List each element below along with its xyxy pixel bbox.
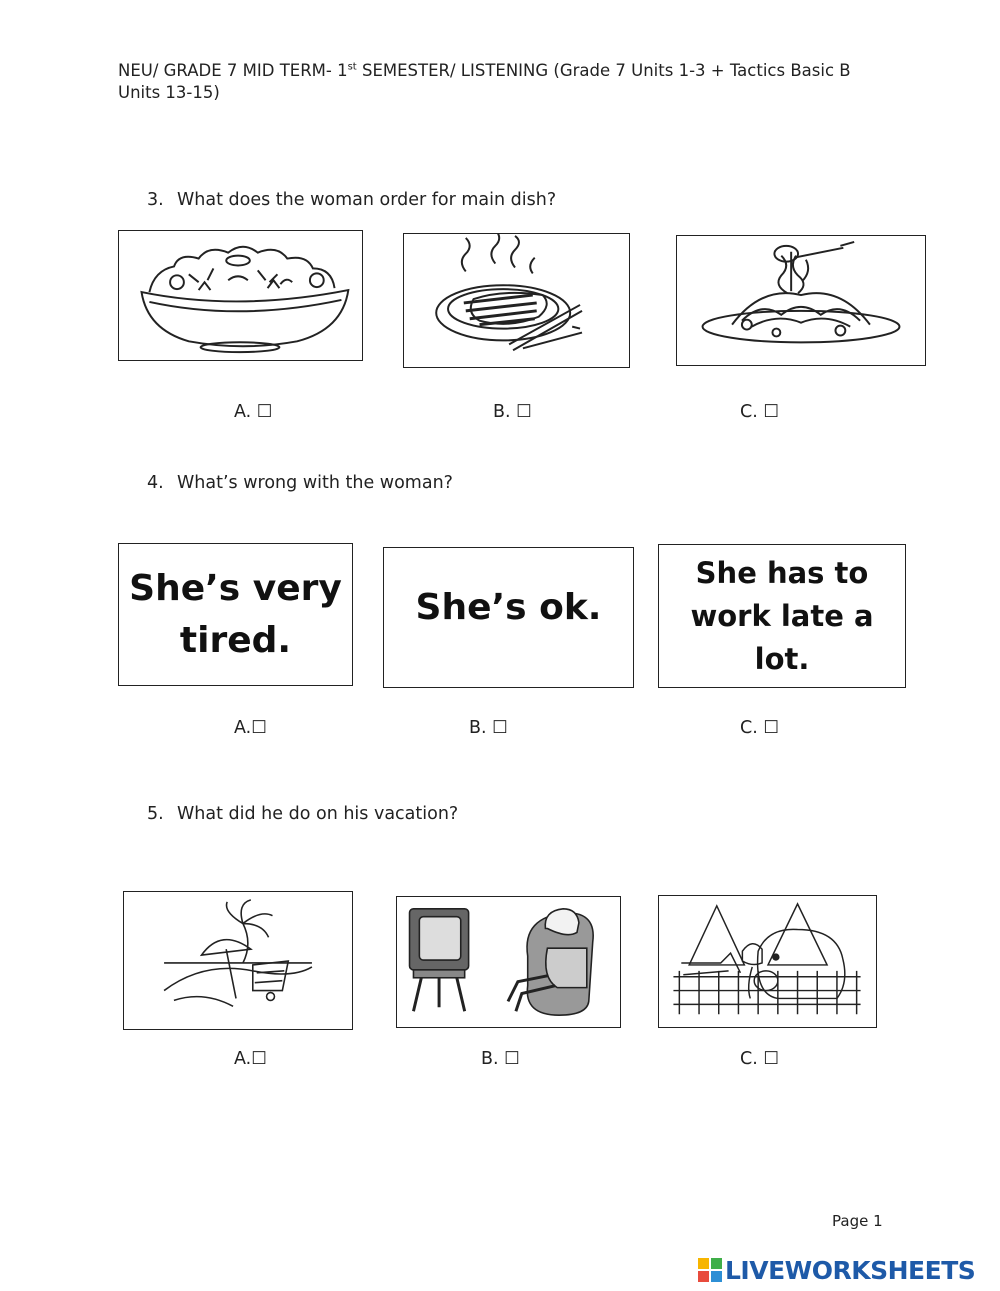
q4-card-c-text: She has to work late a lot. [690, 555, 874, 676]
question-4-number: 4. [147, 473, 164, 493]
question-3-number: 3. [147, 190, 164, 210]
header-line-1: NEU/ GRADE 7 MID TERM- 1st SEMESTER/ LISTENING (Grade 7 Units 1-3 + Tactics Basic B [118, 61, 851, 80]
watching-tv-icon [397, 897, 620, 1027]
question-4-text: What’s wrong with the woman? [177, 473, 453, 493]
q5-option-a[interactable]: A.☐ [234, 1049, 267, 1069]
q4-card-b-text: She’s ok. [415, 586, 602, 628]
q4-card-b[interactable] [383, 547, 634, 688]
question-5 [147, 804, 458, 824]
q4-card-a[interactable] [118, 543, 353, 686]
header-line-2: Units 13-15) [118, 83, 220, 102]
q5-option-b[interactable]: B. ☐ [481, 1049, 520, 1069]
q5-option-c[interactable]: C. ☐ [740, 1049, 780, 1069]
liveworksheets-logo[interactable] [697, 1256, 975, 1284]
q3-option-b[interactable]: B. ☐ [493, 402, 532, 422]
liveworksheets-logo-text: LIVEWORKSHEETS [725, 1255, 976, 1285]
question-3 [147, 190, 556, 210]
beach-icon [124, 892, 352, 1029]
q4-option-c[interactable]: C. ☐ [740, 718, 780, 738]
steak-plate-icon [404, 234, 629, 367]
q3-option-c[interactable]: C. ☐ [740, 402, 780, 422]
liveworksheets-logo-icon [697, 1257, 723, 1283]
salad-bowl-icon [119, 231, 362, 360]
page-number: Page 1 [832, 1212, 883, 1230]
steak-image[interactable] [403, 233, 630, 368]
q4-card-a-text: She’s very tired. [129, 567, 342, 661]
q4-option-b[interactable]: B. ☐ [469, 718, 508, 738]
spaghetti-plate-icon [677, 236, 925, 365]
spaghetti-image[interactable] [676, 235, 926, 366]
question-4 [147, 473, 453, 493]
q4-card-c[interactable] [658, 544, 906, 688]
zoo-image[interactable] [658, 895, 877, 1028]
question-5-text: What did he do on his vacation? [177, 804, 459, 824]
q3-option-a[interactable]: A. ☐ [234, 402, 273, 422]
question-5-number: 5. [147, 804, 164, 824]
q4-option-a[interactable]: A.☐ [234, 718, 267, 738]
beach-image[interactable] [123, 891, 353, 1030]
salad-image[interactable] [118, 230, 363, 361]
tv-image[interactable] [396, 896, 621, 1028]
zoo-icon [659, 896, 876, 1027]
document-header [118, 60, 878, 104]
question-3-text: What does the woman order for main dish? [177, 190, 557, 210]
